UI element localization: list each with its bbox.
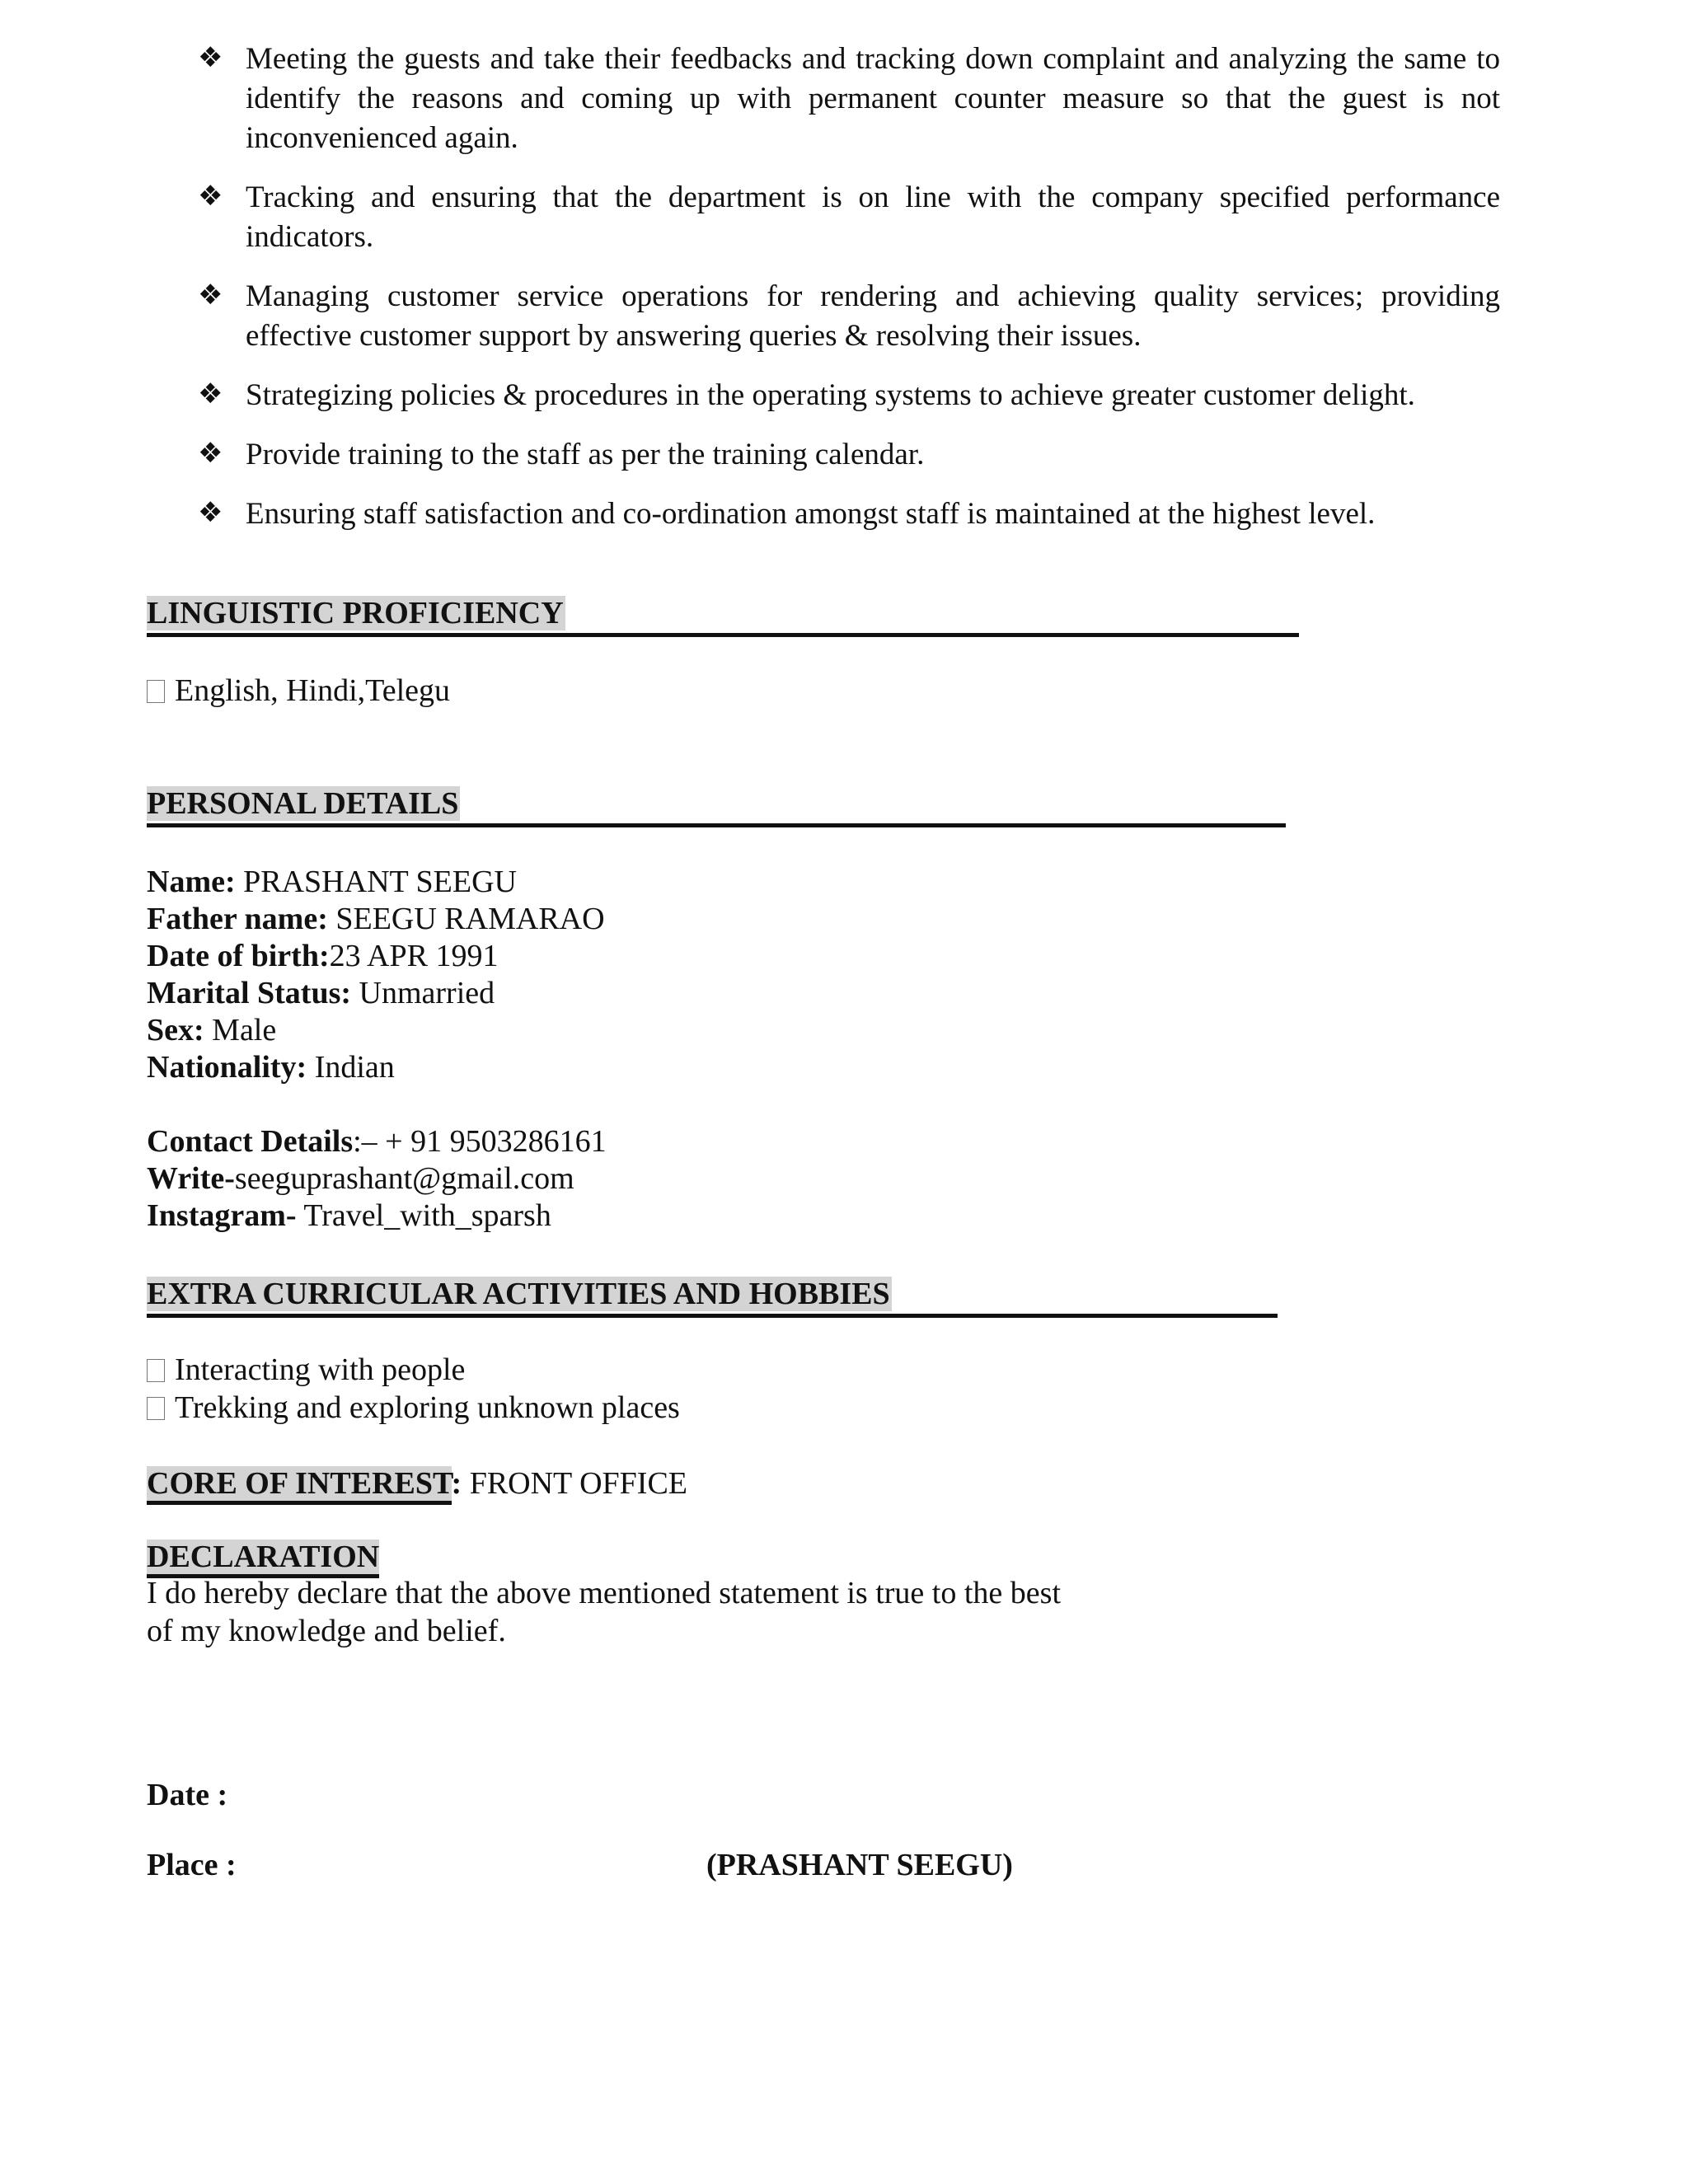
dob-value: 23 APR 1991 bbox=[329, 939, 499, 973]
date-label: Date : bbox=[147, 1778, 228, 1812]
extra-curricular-heading-text: EXTRA CURRICULAR ACTIVITIES AND HOBBIES bbox=[147, 1277, 890, 1311]
core-interest-row bbox=[147, 1465, 687, 1502]
list-item bbox=[147, 1389, 1278, 1427]
declaration-section bbox=[147, 1538, 1218, 1650]
core-interest-colon-mark: : bbox=[451, 1466, 462, 1501]
list-item bbox=[198, 40, 1500, 158]
marital-row bbox=[147, 975, 1286, 1012]
marital-value: Unmarried bbox=[359, 976, 495, 1010]
diamond-bullet-icon: ❖ bbox=[198, 180, 223, 213]
hobbies-list bbox=[147, 1351, 1278, 1427]
dob-row bbox=[147, 938, 1286, 975]
personal-details-block bbox=[147, 864, 1286, 1235]
name-value: PRASHANT SEEGU bbox=[243, 865, 517, 899]
instagram-label: Instagram- bbox=[147, 1198, 297, 1233]
declaration-heading bbox=[147, 1538, 1218, 1576]
place-label: Place : bbox=[147, 1848, 237, 1882]
diamond-bullet-icon: ❖ bbox=[198, 41, 223, 74]
sex-value: Male bbox=[212, 1013, 277, 1047]
list-item bbox=[198, 376, 1500, 415]
diamond-bullet-icon: ❖ bbox=[198, 279, 223, 312]
instagram-row bbox=[147, 1197, 1286, 1235]
nationality-label: Nationality: bbox=[147, 1050, 307, 1085]
diamond-bullet-icon: ❖ bbox=[198, 377, 223, 410]
responsibility-text: Managing customer service operations for rendering and achieving quality services; providing effective customer support by answering queries & resolving their issues. bbox=[246, 279, 1500, 353]
personal-heading-text: PERSONAL DETAILS bbox=[147, 786, 459, 821]
nationality-row bbox=[147, 1049, 1286, 1086]
sex-row bbox=[147, 1012, 1286, 1049]
date-row bbox=[147, 1776, 227, 1814]
instagram-value: Travel_with_sparsh bbox=[303, 1198, 551, 1233]
nationality-value: Indian bbox=[314, 1050, 395, 1085]
name-row bbox=[147, 864, 1286, 901]
declaration-line-2: of my knowledge and belief. bbox=[147, 1614, 506, 1648]
extra-curricular-heading bbox=[147, 1276, 1278, 1318]
father-value: SEEGU RAMARAO bbox=[335, 902, 605, 936]
responsibility-text: Meeting the guests and take their feedbacks and tracking down complaint and analyzing the same to identify the reasons and coming up with permanent counter measure so that the guest is not inconvenienced again. bbox=[246, 42, 1500, 155]
contact-label: Contact Details bbox=[147, 1124, 354, 1159]
extra-curricular-section bbox=[147, 1276, 1278, 1427]
declaration-line-1: I do hereby declare that the above mentioned statement is true to the best bbox=[147, 1576, 1061, 1610]
place-row bbox=[147, 1846, 237, 1884]
responsibilities-list bbox=[198, 40, 1500, 554]
core-interest-heading-text: CORE OF INTEREST bbox=[147, 1466, 452, 1505]
core-interest-section bbox=[147, 1465, 687, 1502]
linguistic-section bbox=[147, 595, 1299, 710]
email-label: Write- bbox=[147, 1161, 235, 1196]
list-item bbox=[198, 494, 1500, 534]
list-item bbox=[147, 1351, 1278, 1389]
core-interest-text: FRONT OFFICE bbox=[462, 1466, 687, 1501]
list-item bbox=[198, 178, 1500, 257]
father-label: Father name: bbox=[147, 902, 328, 936]
contact-value: :– + 91 9503286161 bbox=[353, 1124, 607, 1159]
languages-line bbox=[147, 672, 1299, 710]
signature-name: (PRASHANT SEEGU) bbox=[706, 1848, 1013, 1882]
list-item bbox=[198, 435, 1500, 475]
sex-label: Sex: bbox=[147, 1013, 204, 1047]
languages-text: English, Hindi,Telegu bbox=[175, 673, 451, 708]
responsibility-text: Provide training to the staff as per the training calendar. bbox=[246, 438, 925, 471]
personal-heading bbox=[147, 785, 1286, 827]
personal-section bbox=[147, 785, 1286, 1235]
checkbox-glyph-icon bbox=[147, 680, 165, 703]
diamond-bullet-icon: ❖ bbox=[198, 496, 223, 529]
linguistic-heading bbox=[147, 595, 1299, 637]
declaration-heading-text: DECLARATION bbox=[147, 1540, 379, 1578]
list-item bbox=[198, 277, 1500, 356]
diamond-bullet-icon: ❖ bbox=[198, 437, 223, 470]
dob-label: Date of birth: bbox=[147, 939, 330, 973]
responsibility-text: Strategizing policies & procedures in the operating systems to achieve greater customer delight. bbox=[246, 378, 1415, 412]
core-interest-heading bbox=[147, 1466, 452, 1505]
linguistic-heading-text: LINGUISTIC PROFICIENCY bbox=[147, 596, 564, 630]
contact-row bbox=[147, 1123, 1286, 1160]
father-row bbox=[147, 901, 1286, 938]
email-value: seeguprashant@gmail.com bbox=[234, 1161, 574, 1196]
hobby-text: Interacting with people bbox=[175, 1352, 466, 1387]
email-row bbox=[147, 1160, 1286, 1197]
checkbox-glyph-icon bbox=[147, 1359, 165, 1382]
responsibility-text: Tracking and ensuring that the department is on line with the company specified performance indicators. bbox=[246, 180, 1500, 254]
responsibility-text: Ensuring staff satisfaction and co-ordination amongst staff is maintained at the highest level. bbox=[246, 497, 1376, 531]
core-interest-value bbox=[452, 1466, 687, 1501]
name-label: Name: bbox=[147, 865, 236, 899]
checkbox-glyph-icon bbox=[147, 1397, 165, 1420]
marital-label: Marital Status: bbox=[147, 976, 352, 1010]
signature-block bbox=[706, 1846, 1013, 1884]
hobby-text: Trekking and exploring unknown places bbox=[175, 1390, 680, 1425]
